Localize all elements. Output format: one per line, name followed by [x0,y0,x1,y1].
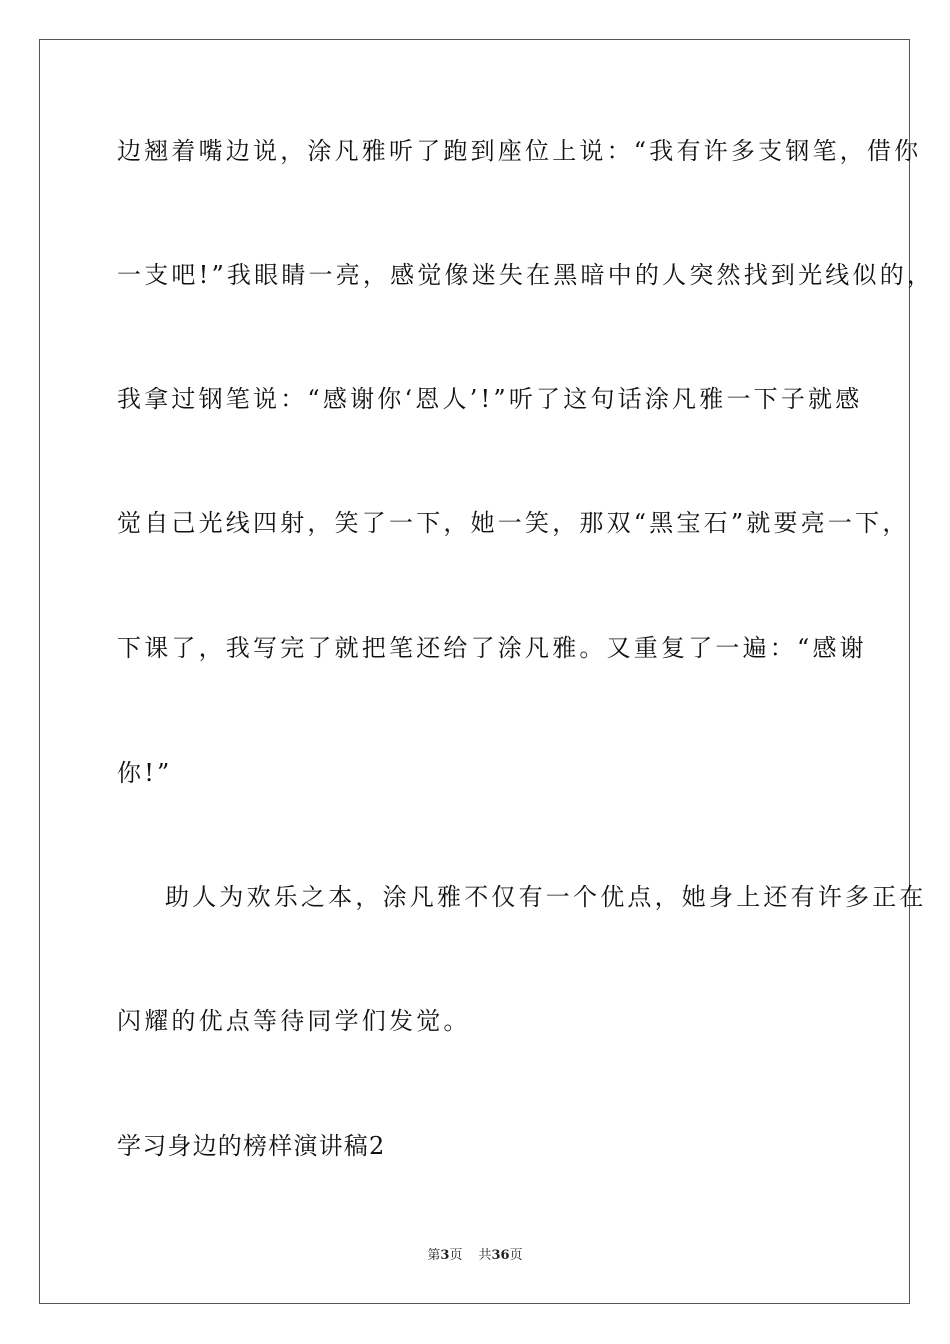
paragraph-first-line: 助人为欢乐之本，涂凡雅不仅有一个优点，她身上还有许多正在 [165,883,927,911]
page-footer [0,1247,950,1265]
body-text-line: 下课了，我写完了就把笔还给了涂凡雅。又重复了一遍：“感谢 [117,634,867,662]
page-number: 3 [440,1248,450,1263]
body-text-line: 你!” [117,759,173,787]
section-heading: 学习身边的榜样演讲稿2 [117,1132,386,1160]
total-suffix: 页 [509,1248,523,1263]
body-text-line: 边翘着嘴边说，涂凡雅听了跑到座位上说：“我有许多支钢笔，借你 [117,137,922,165]
page-suffix: 页 [449,1248,463,1263]
page-border [39,39,935,1304]
body-text-line: 觉自己光线四射，笑了一下，她一笑，那双“黑宝石”就要亮一下， [117,509,910,537]
total-pages: 36 [491,1248,510,1263]
body-text-line: 闪耀的优点等待同学们发觉。 [117,1007,471,1035]
page-prefix: 第 [427,1248,441,1263]
body-text-line: 我拿过钢笔说：“感谢你‘恩人’!”听了这句话涂凡雅一下子就感 [117,385,863,413]
total-prefix: 共 [478,1248,492,1263]
body-text-line: 一支吧!”我眼睛一亮，感觉像迷失在黑暗中的人突然找到光线似的， [117,261,935,289]
